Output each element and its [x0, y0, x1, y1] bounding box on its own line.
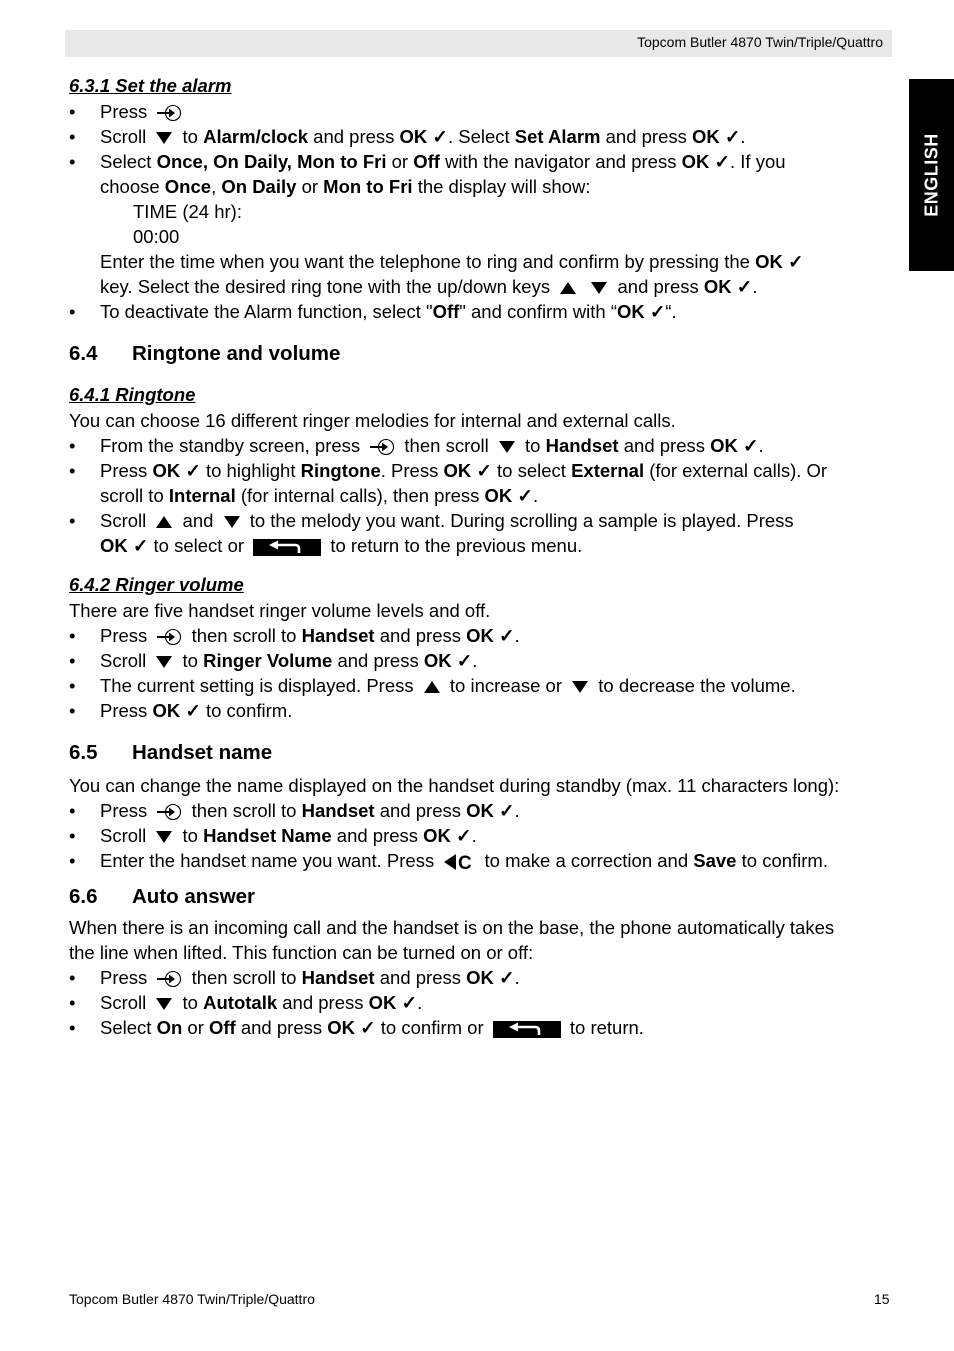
up-arrow-icon [423, 680, 441, 694]
list-item: • Scroll to Autotalk and press OK ✓. [69, 990, 894, 1015]
down-arrow-icon [155, 997, 173, 1011]
back-key-icon [253, 539, 321, 556]
down-arrow-icon [223, 515, 241, 529]
section-title-6-5: 6.5 Handset name [69, 741, 273, 764]
list-item: • Scroll to Ringer Volume and press OK ✓. [69, 648, 894, 673]
list-item: • Scroll to Alarm/clock and press OK ✓. Select Set Alarm and press OK ✓. [69, 124, 894, 149]
list-item: • Enter the handset name you want. Press to make a correction and Save to confirm. [69, 848, 894, 873]
alarm-steps [69, 99, 894, 199]
display-line-1: TIME (24 hr): [133, 201, 242, 222]
menu-key-icon [369, 438, 395, 456]
subsection-title-6-4-1: 6.4.1 Ringtone [69, 384, 196, 405]
up-arrow-icon [559, 281, 577, 295]
alarm-steps-cont [69, 299, 894, 324]
subsection-title-6-4-2: 6.4.2 Ringer volume [69, 574, 244, 595]
down-arrow-icon [155, 131, 173, 145]
auto-answer-steps [69, 965, 894, 1040]
section-title-6-6: 6.6 Auto answer [69, 885, 256, 908]
list-item: • Press then scroll to Handset and press OK ✓. [69, 623, 894, 648]
ringtone-intro: You can choose 16 different ringer melodies for internal and external calls. [69, 410, 676, 431]
list-item: • Scroll and to the melody you want. During scrolling a sample is played. Press OK ✓ to select or to return to the previous menu. [69, 508, 894, 558]
language-tab-label: ENGLISH [921, 133, 941, 217]
language-tab [909, 79, 954, 271]
menu-key-icon [156, 628, 182, 646]
menu-key-icon [156, 803, 182, 821]
page-content [69, 73, 894, 1040]
page-number: 15 [874, 1291, 890, 1307]
list-item: • Press then scroll to Handset and press OK ✓. [69, 965, 894, 990]
list-item: • Press OK ✓ to highlight Ringtone. Press OK ✓ to select External (for external calls). Or scroll to Internal (for internal calls), then press OK ✓. [69, 458, 894, 508]
list-item: • To deactivate the Alarm function, select "Off" and confirm with “OK ✓“. [69, 299, 894, 324]
down-arrow-icon [571, 680, 589, 694]
page-header [65, 30, 892, 57]
handset-name-intro: You can change the name displayed on the handset during standby (max. 11 characters long): [69, 775, 840, 796]
down-arrow-icon [498, 440, 516, 454]
list-item: • Select On or Off and press OK ✓ to confirm or to return. [69, 1015, 894, 1040]
menu-key-icon [156, 970, 182, 988]
list-item: • From the standby screen, press then scroll to Handset and press OK ✓. [69, 433, 894, 458]
section-title-6-4: 6.4 Ringtone and volume [69, 342, 341, 365]
handset-name-steps [69, 798, 894, 873]
list-item: • Press OK ✓ to confirm. [69, 698, 894, 723]
enter-time-text: Enter the time when you want the telephone to ring and confirm by pressing the OK ✓ key. Select the desired ring tone with the up/down keys and press OK ✓. [100, 251, 804, 297]
display-line-2: 00:00 [133, 226, 180, 247]
clear-key-icon [443, 852, 475, 872]
auto-answer-intro: When there is an incoming call and the handset is on the base, the phone automatically takes the line when lifted. This function can be turned on or off: [69, 917, 835, 963]
list-item: • Press [69, 99, 894, 124]
down-arrow-icon [590, 281, 608, 295]
down-arrow-icon [155, 655, 173, 669]
back-key-icon [493, 1021, 561, 1038]
down-arrow-icon [155, 830, 173, 844]
list-item: • Select Once, On Daily, Mon to Fri or Off with the navigator and press OK ✓. If you choose Once, On Daily or Mon to Fri the display will show: [69, 149, 894, 199]
volume-steps [69, 623, 894, 723]
header-title: Topcom Butler 4870 Twin/Triple/Quattro [637, 34, 883, 50]
footer-title: Topcom Butler 4870 Twin/Triple/Quattro [69, 1291, 315, 1307]
ringtone-steps [69, 433, 894, 558]
list-item: • Press then scroll to Handset and press OK ✓. [69, 798, 894, 823]
subsection-title-6-3-1: 6.3.1 Set the alarm [69, 75, 232, 96]
list-item: • The current setting is displayed. Press to increase or to decrease the volume. [69, 673, 894, 698]
up-arrow-icon [155, 515, 173, 529]
list-item: • Scroll to Handset Name and press OK ✓. [69, 823, 894, 848]
menu-key-icon [156, 104, 182, 122]
volume-intro: There are five handset ringer volume levels and off. [69, 600, 491, 621]
